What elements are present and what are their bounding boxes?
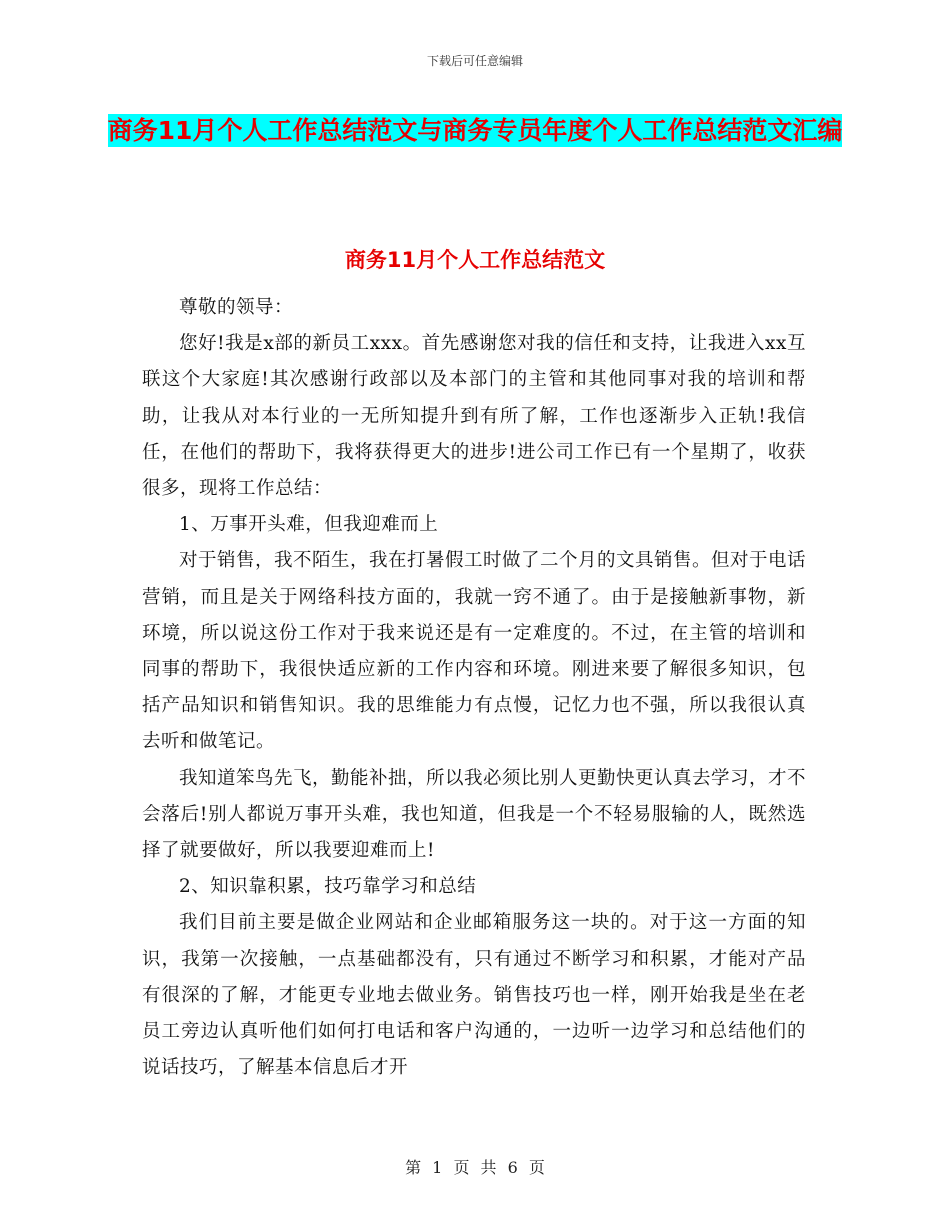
subheading-paragraph: 2、知识靠积累，技巧靠学习和总结 <box>179 876 477 898</box>
page-footer-number: 第 1 页 共 6 页 <box>405 1158 545 1177</box>
document-body <box>142 290 806 1086</box>
body-paragraph: 我们目前主要是做企业网站和企业邮箱服务这一块的。对于这一方面的知识，我第一次接触，一点基础都没有，只有通过不断学习和积累，才能对产品有很深的了解，才能更专业地去做业务。销售技巧也一样，刚开始我是坐在老员工旁边认真听他们如何打电话和客户沟通的，一边听一边学习和总结他们的说话技巧，了解基本信息后才开 <box>142 912 806 1079</box>
document-title-text: 商务11月个人工作总结范文与商务专员年度个人工作总结范文汇编 <box>107 116 843 145</box>
salutation-paragraph: 尊敬的领导： <box>179 297 294 318</box>
body-paragraph: 我知道笨鸟先飞，勤能补拙，所以我必须比别人更勤快更认真去学习，才不会落后!别人都说万事开头难，我也知道，但我是一个不轻易服输的人，既然选择了就要做好，所以我要迎难而上! <box>142 767 807 862</box>
section-title: 商务11月个人工作总结范文 <box>344 248 606 272</box>
body-paragraph: 对于销售，我不陌生，我在打暑假工时做了二个月的文具销售。但对于电话营销，而且是关于网络科技方面的，我就一窍不通了。由于是接触新事物，新环境，所以说这份工作对于我来说还是有一定难度的。不过，在主管的培训和同事的帮助下，我很快适应新的工作内容和环境。刚进来要了解很多知识，包括产品知识和销售知识。我的思维能力有点慢，记忆力也不强，所以我很认真去听和做笔记。 <box>142 550 807 753</box>
page-header-note: 下载后可任意编辑 <box>426 54 523 68</box>
document-title <box>100 108 850 154</box>
subheading-paragraph: 1、万事开头难，但我迎难而上 <box>179 514 439 536</box>
body-paragraph: 您好!我是x部的新员工xxx。首先感谢您对我的信任和支持，让我进入xx互联这个大家庭!其次感谢行政部以及本部门的主管和其他同事对我的培训和帮助，让我从对本行业的一无所知提升到有所了解，工作也逐渐步入正轨!我信任，在他们的帮助下，我将获得更大的进步!进公司工作已有一个星期了，收获很多，现将工作总结： <box>142 333 806 500</box>
